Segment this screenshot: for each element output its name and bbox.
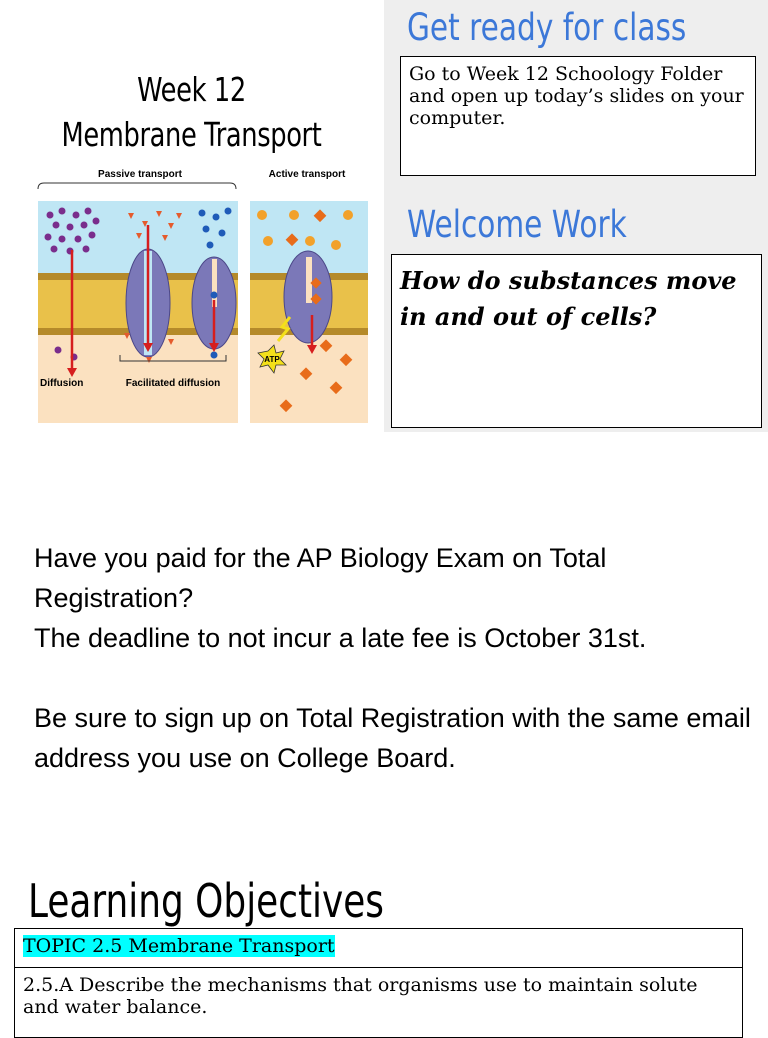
topic-title: Membrane Transport bbox=[61, 115, 322, 154]
learning-objectives-box bbox=[14, 928, 743, 1038]
topic-highlight: TOPIC 2.5 Membrane Transport bbox=[23, 935, 335, 957]
objective-item: 2.5.A Describe the mechanisms that organisms use to maintain solute and water balance. bbox=[15, 967, 742, 1024]
active-transport-label: Active transport bbox=[268, 169, 346, 180]
diffusion-label: Diffusion bbox=[40, 378, 84, 389]
exam-payment-question: Have you paid for the AP Biology Exam on Total Registration? bbox=[34, 543, 607, 613]
facilitated-diffusion-label: Facilitated diffusion bbox=[125, 378, 221, 389]
membrane-transport-diagram bbox=[36, 165, 370, 425]
welcome-question: How do substances move in and out of cells? bbox=[400, 266, 737, 331]
atp-label: ATP bbox=[264, 355, 280, 364]
week-title: Week 12 bbox=[137, 70, 246, 109]
passive-transport-label: Passive transport bbox=[98, 169, 182, 180]
signup-instructions: Be sure to sign up on Total Registration with the same email address you use on College Board. bbox=[34, 703, 751, 773]
pump-protein bbox=[284, 251, 332, 343]
get-ready-text: Go to Week 12 Schoology Folder and open up today’s slides on your computer. bbox=[409, 63, 744, 129]
get-ready-heading: Get ready for class bbox=[407, 6, 687, 49]
learning-objectives-heading: Learning Objectives bbox=[28, 874, 384, 928]
late-fee-deadline: The deadline to not incur a late fee is October 31st. bbox=[34, 623, 647, 653]
welcome-work-box bbox=[391, 254, 762, 428]
get-ready-box bbox=[400, 56, 756, 176]
welcome-work-heading: Welcome Work bbox=[407, 203, 627, 246]
